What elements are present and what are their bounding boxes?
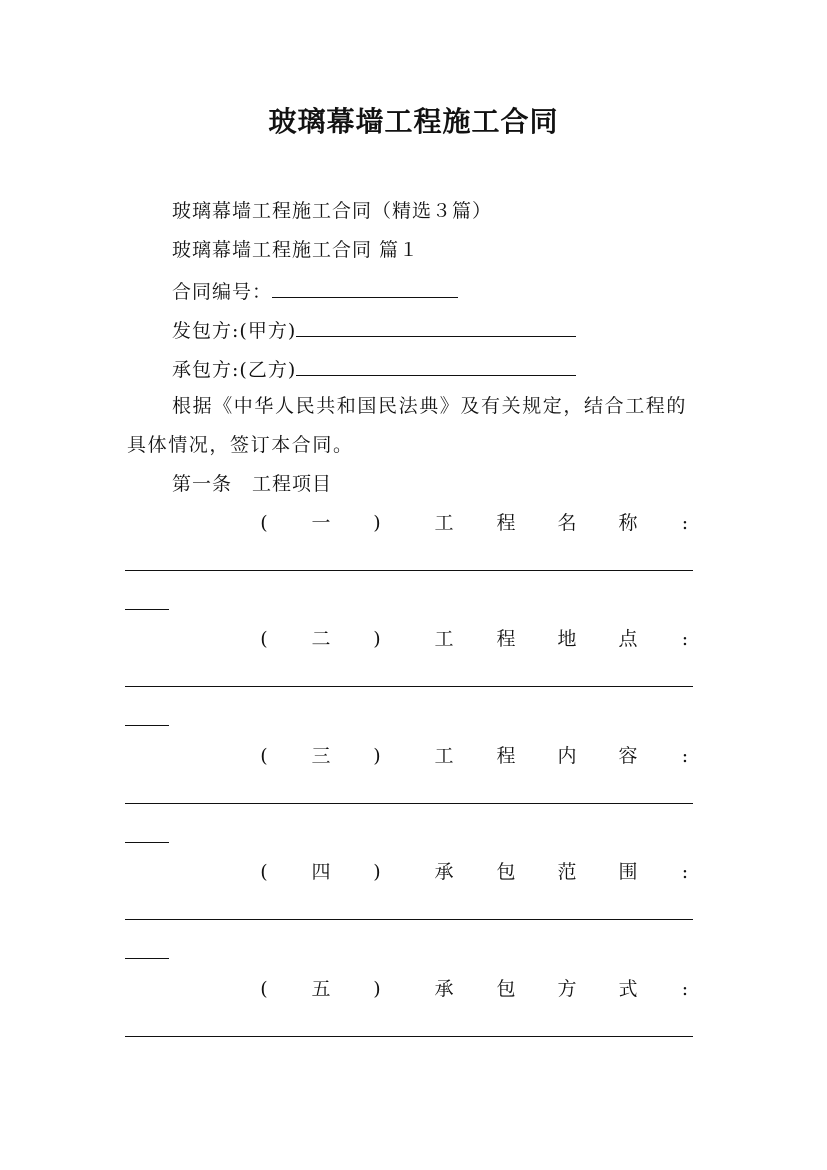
item-char: ) [373, 628, 381, 650]
item-char: ( [260, 978, 268, 1000]
item-char: 三 [311, 745, 331, 767]
item-char: 包 [496, 978, 516, 1000]
item-2-fill-line-end [125, 725, 169, 726]
party-b-line [172, 355, 576, 382]
item-4-row [250, 860, 694, 884]
item-char: ( [260, 628, 268, 650]
document-title: 玻璃幕墙工程施工合同 [268, 105, 559, 138]
party-b-label: 承包方:(乙方) [172, 359, 297, 381]
item-char: 地 [557, 628, 577, 650]
item-char: 方 [557, 978, 577, 1000]
item-char: ) [373, 745, 381, 767]
item-char: 包 [496, 861, 516, 883]
item-2-fill-line [125, 686, 693, 687]
item-char: 称 [618, 512, 638, 534]
item-char: 工 [434, 628, 454, 650]
preamble-paragraph: 根据《中华人民共和国民法典》及有关规定，结合工程的具体情况，签订本合同。 [127, 395, 688, 456]
item-char: 式 [618, 978, 638, 1000]
party-a-line [172, 316, 576, 343]
item-1-fill-line-end [125, 609, 169, 610]
party-a-label: 发包方:(甲方) [172, 320, 297, 342]
item-char: : [681, 978, 689, 1000]
document-subtitle: 玻璃幕墙工程施工合同（精选３篇） [172, 200, 493, 222]
item-char: 程 [496, 512, 516, 534]
item-1-fill-line [125, 570, 693, 571]
item-char: ) [373, 978, 381, 1000]
item-4-fill-line [125, 919, 693, 920]
item-5-row [250, 977, 694, 1001]
item-char: ( [260, 745, 268, 767]
item-char: 内 [557, 745, 577, 767]
item-char: 承 [434, 978, 454, 1000]
item-1-row [250, 511, 694, 535]
party-a-blank [296, 316, 576, 337]
item-char: 名 [557, 512, 577, 534]
item-char: 四 [311, 861, 331, 883]
party-b-blank [296, 355, 576, 376]
item-char: 范 [557, 861, 577, 883]
contract-number-blank [272, 277, 458, 298]
item-char: 五 [311, 978, 331, 1000]
item-char: : [681, 512, 689, 534]
item-char: 二 [311, 628, 331, 650]
contract-number-line [172, 277, 458, 304]
item-char: 一 [311, 512, 331, 534]
item-char: 承 [434, 861, 454, 883]
contract-number-label: 合同编号： [172, 281, 273, 303]
item-char: 程 [496, 745, 516, 767]
item-char: ( [260, 861, 268, 883]
item-char: 工 [434, 745, 454, 767]
item-char: 程 [496, 628, 516, 650]
item-char: 工 [434, 512, 454, 534]
item-char: : [681, 861, 689, 883]
item-char: : [681, 628, 689, 650]
item-char: 围 [618, 861, 638, 883]
item-char: 容 [618, 745, 638, 767]
item-3-fill-line-end [125, 842, 169, 843]
item-char: 点 [618, 628, 638, 650]
item-3-fill-line [125, 803, 693, 804]
item-5-fill-line [125, 1036, 693, 1037]
item-char: ) [373, 861, 381, 883]
item-char: ) [373, 512, 381, 534]
item-4-fill-line-end [125, 958, 169, 959]
article-1-heading: 第一条 工程项目 [172, 473, 333, 495]
item-3-row [250, 744, 694, 768]
item-2-row [250, 627, 694, 651]
item-char: : [681, 745, 689, 767]
item-char: ( [260, 512, 268, 534]
part-heading: 玻璃幕墙工程施工合同 篇１ [172, 239, 420, 261]
